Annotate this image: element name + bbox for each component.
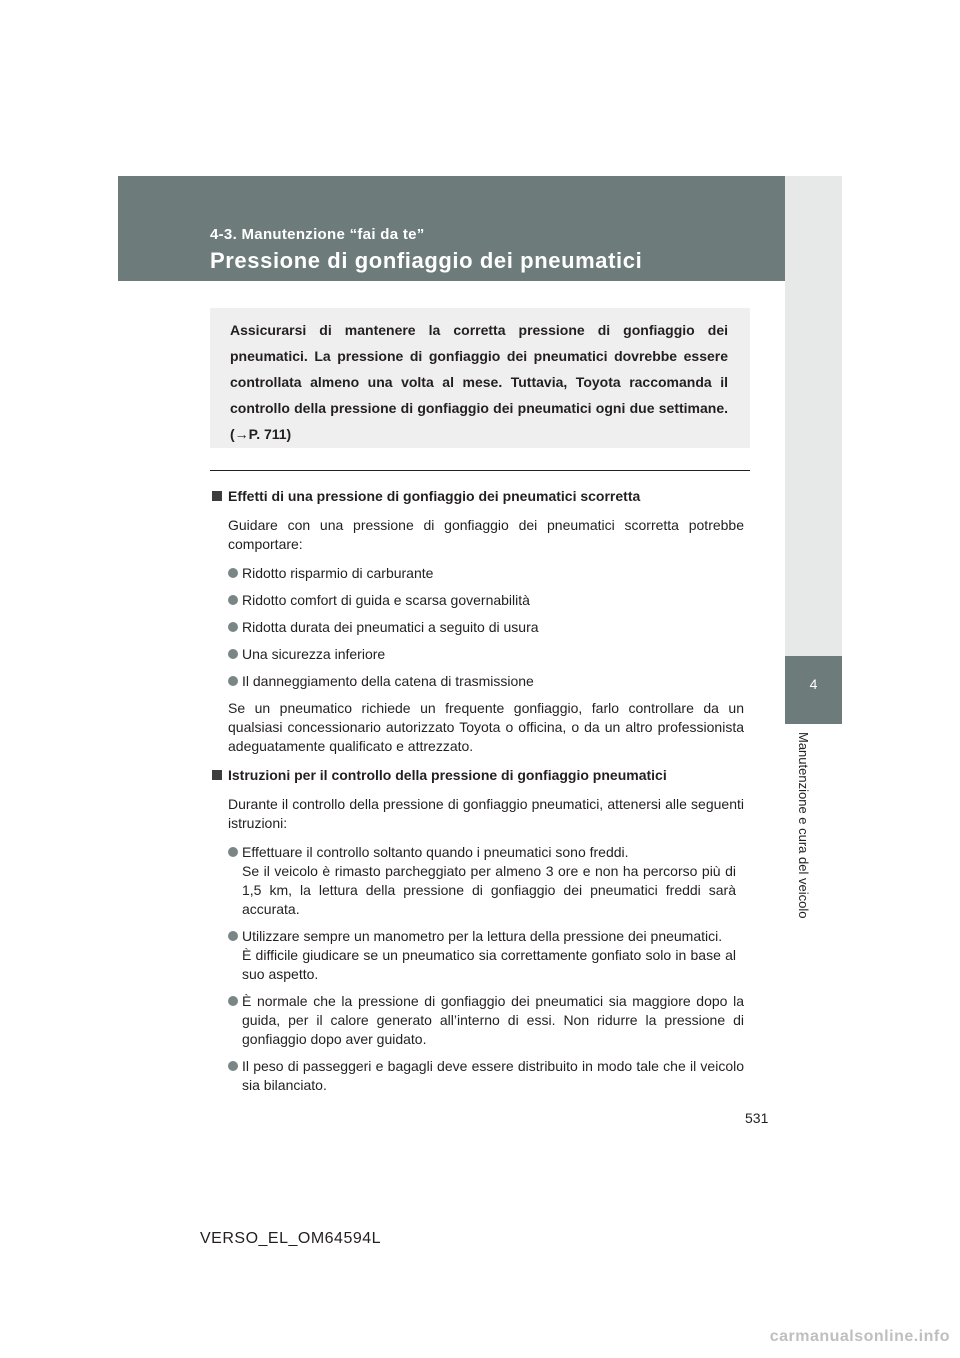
- page-number: 531: [745, 1110, 769, 1126]
- side-tab-chapter-number: 4: [809, 676, 818, 692]
- list-item: [228, 1057, 744, 1095]
- list-item-detail: Se il veicolo è rimasto parcheggiato per almeno 3 ore e non ha percorso più di 1,5 km, la lettura della pressione di gonfiaggio dei pneumatici freddi sarà accurata.: [242, 863, 736, 917]
- section-heading-text: Istruzioni per il controllo della pressione di gonfiaggio pneumatici: [228, 767, 667, 783]
- intro-text: Assicurarsi di mantenere la corretta pressione di gonfiaggio dei pneumatici. La pressione di gonfiaggio dei pneumatici dovrebbe essere controllata almeno una volta al mese. Tuttavia, Toyota raccomanda il controllo della pressione di gonfiaggio dei pneumatici ogni due settimane. (→P. 711): [230, 322, 728, 442]
- list-item-text: Ridotta durata dei pneumatici a seguito di usura: [242, 619, 539, 635]
- main-content: [212, 487, 744, 1103]
- list-item-text: Ridotto comfort di guida e scarsa governabilità: [242, 592, 530, 608]
- list-item-text: Il danneggiamento della catena di trasmissione: [242, 673, 534, 689]
- side-tab-chapter-label: Manutenzione e cura del veicolo: [796, 732, 811, 919]
- list-item: [228, 564, 744, 583]
- section-label: 4-3. Manutenzione “fai da te”: [210, 226, 425, 243]
- header-band: [118, 176, 842, 281]
- round-bullet-icon: [228, 931, 238, 941]
- list-item: [228, 672, 744, 691]
- list-item: [228, 843, 744, 919]
- list-item: [228, 591, 744, 610]
- round-bullet-icon: [228, 996, 238, 1006]
- watermark: carmanualsonline.info: [769, 1328, 950, 1345]
- section-footer: Se un pneumatico richiede un frequente gonfiaggio, farlo controllare da un qualsiasi concessionario autorizzato Toyota o officina, o da un altro professionista adeguatamente qualificato e attrezzato.: [228, 700, 744, 754]
- list-item: [228, 645, 744, 664]
- list-item: [228, 927, 744, 984]
- round-bullet-icon: [228, 568, 238, 578]
- list-item-text: È normale che la pressione di gonfiaggio dei pneumatici sia maggiore dopo la guida, per il calore generato all’interno di essi. Non ridurre la pressione di gonfiaggio dopo aver guidato.: [242, 993, 744, 1047]
- section-lead: Guidare con una pressione di gonfiaggio dei pneumatici scorretta potrebbe comportare:: [228, 517, 744, 552]
- list-item-text: Ridotto risparmio di carburante: [242, 565, 434, 581]
- list-item-text: Una sicurezza inferiore: [242, 646, 386, 662]
- round-bullet-icon: [228, 622, 238, 632]
- round-bullet-icon: [228, 649, 238, 659]
- list-item: [228, 618, 744, 637]
- page-title: Pressione di gonfiaggio dei pneumatici: [210, 248, 643, 273]
- round-bullet-icon: [228, 676, 238, 686]
- list-item-detail: È difficile giudicare se un pneumatico sia correttamente gonfiato solo in base al suo aspetto.: [242, 947, 736, 982]
- list-item: [228, 992, 744, 1049]
- divider: [210, 470, 750, 471]
- section-heading: [212, 766, 744, 785]
- round-bullet-icon: [228, 847, 238, 857]
- section-lead: Durante il controllo della pressione di gonfiaggio pneumatici, attenersi alle seguenti istruzioni:: [228, 796, 744, 831]
- square-bullet-icon: [212, 770, 222, 780]
- side-tab-label-area: [785, 724, 842, 1164]
- side-tab-background: [785, 176, 842, 656]
- list-item-text: Utilizzare sempre un manometro per la lettura della pressione dei pneumatici.: [242, 928, 723, 944]
- round-bullet-icon: [228, 595, 238, 605]
- round-bullet-icon: [228, 1061, 238, 1071]
- list-item-text: Effettuare il controllo soltanto quando i pneumatici sono freddi.: [242, 844, 629, 860]
- document-code: VERSO_EL_OM64594L: [200, 1230, 382, 1247]
- section-heading-text: Effetti di una pressione di gonfiaggio dei pneumatici scorretta: [228, 488, 641, 504]
- square-bullet-icon: [212, 491, 222, 501]
- list-item-text: Il peso di passeggeri e bagagli deve essere distribuito in modo tale che il veicolo sia bilanciato.: [242, 1058, 744, 1093]
- section-heading: [212, 487, 744, 506]
